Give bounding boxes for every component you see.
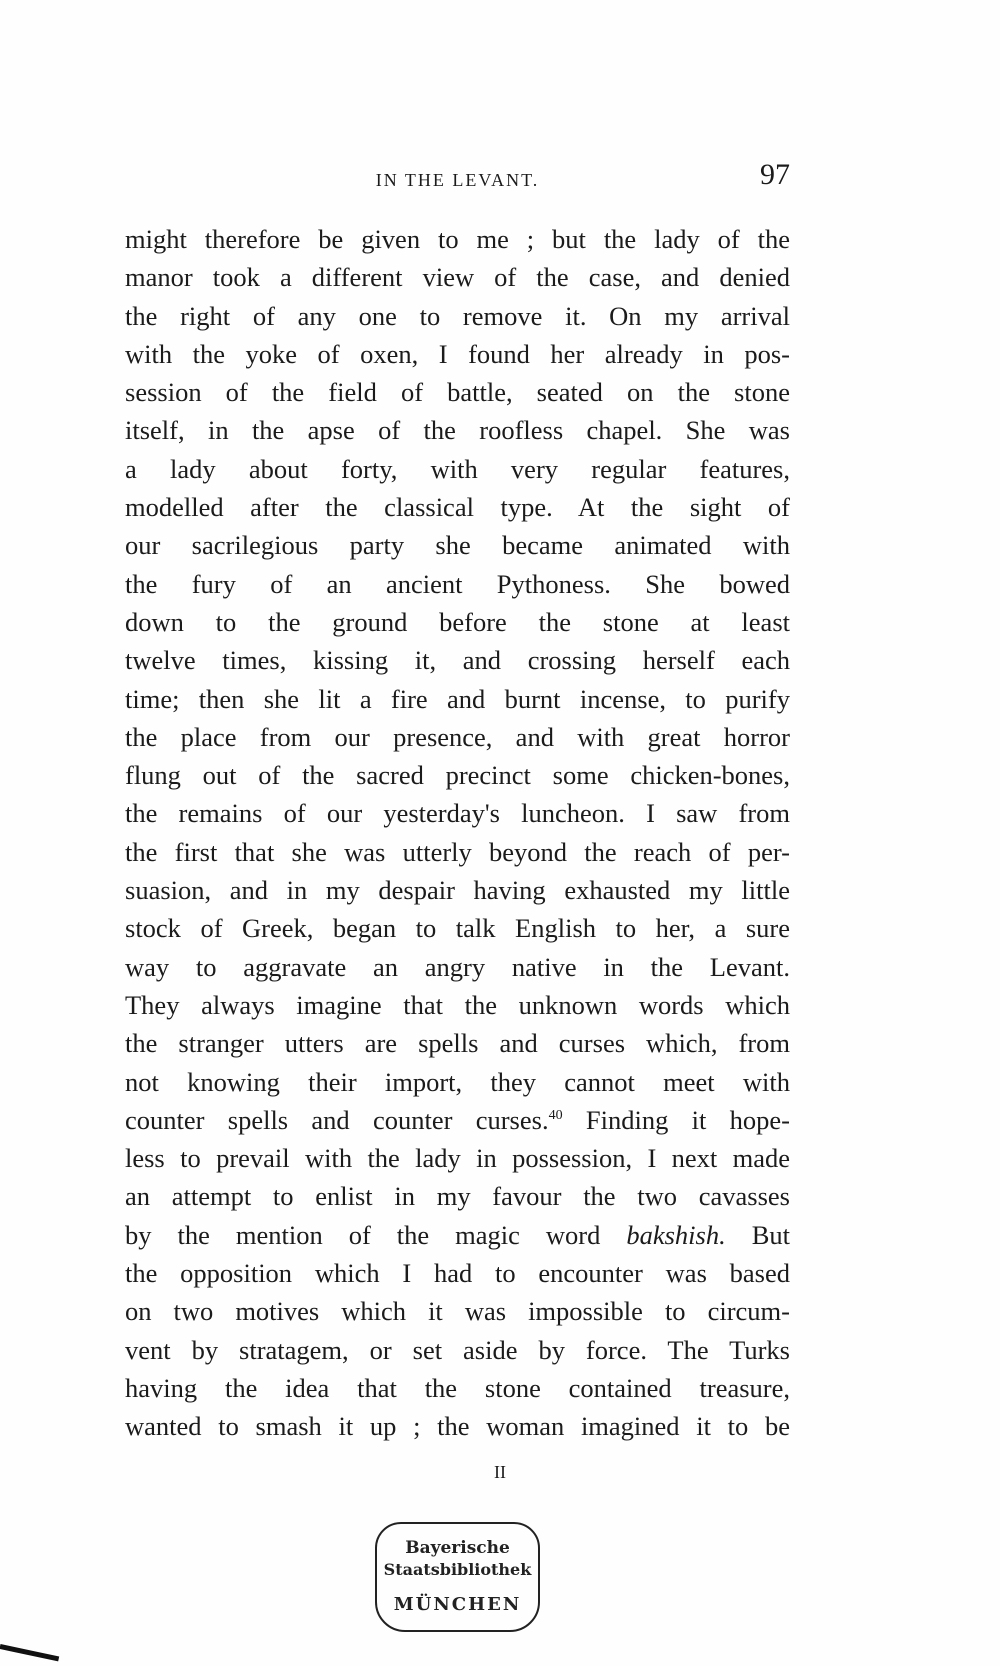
text-line-with-footnote bbox=[125, 1101, 790, 1139]
text-segment: But bbox=[725, 1219, 790, 1250]
text-line: itself, in the apse of the roofless chapel. She was bbox=[125, 415, 790, 446]
text-line: not knowing their import, they cannot meet with bbox=[125, 1066, 790, 1097]
text-line: the remains of our yesterday's luncheon. I saw from bbox=[125, 798, 790, 829]
text-segment: by the mention of the magic word bbox=[125, 1219, 627, 1250]
scan-edge-mark bbox=[0, 1644, 59, 1661]
text-line: flung out of the sacred precinct some chicken-bones, bbox=[125, 760, 790, 791]
text-line: wanted to smash it up ; the woman imagined it to be bbox=[125, 1411, 790, 1442]
text-line: way to aggravate an angry native in the Levant. bbox=[125, 951, 790, 982]
italic-word: bakshish. bbox=[626, 1219, 726, 1250]
text-line-with-italic bbox=[125, 1216, 790, 1254]
text-line: less to prevail with the lady in possession, I next made bbox=[125, 1143, 790, 1174]
text-line: a lady about forty, with very regular features, bbox=[125, 453, 790, 484]
signature-mark: II bbox=[494, 1462, 506, 1482]
stamp-line: MÜNCHEN bbox=[393, 1594, 522, 1615]
running-title: IN THE LEVANT. bbox=[375, 170, 540, 190]
text-line: twelve times, kissing it, and crossing herself each bbox=[125, 645, 790, 676]
text-line: the stranger utters are spells and curses which, from bbox=[125, 1028, 790, 1059]
page-number: 97 bbox=[760, 158, 790, 191]
text-line: the fury of an ancient Pythoness. She bowed bbox=[125, 568, 790, 599]
stamp-line: Bayerische bbox=[405, 1538, 510, 1558]
text-line: suasion, and in my despair having exhausted my little bbox=[125, 875, 790, 906]
text-line: the opposition which I had to encounter was based bbox=[125, 1258, 790, 1289]
text-line: on two motives which it was impossible to circum- bbox=[125, 1296, 790, 1327]
text-segment: Finding it hope- bbox=[562, 1104, 790, 1135]
stamp-line: Staatsbibliothek bbox=[383, 1560, 532, 1579]
text-line: down to the ground before the stone at least bbox=[125, 606, 790, 637]
footnote-reference: 40 bbox=[548, 1108, 563, 1123]
text-line: the right of any one to remove it. On my arrival bbox=[125, 300, 790, 331]
text-line: modelled after the classical type. At the sight of bbox=[125, 492, 790, 523]
text-line: They always imagine that the unknown words which bbox=[125, 989, 790, 1020]
text-line: the first that she was utterly beyond the reach of per- bbox=[125, 836, 790, 867]
text-line: manor took a different view of the case, and denied bbox=[125, 262, 790, 293]
text-line: stock of Greek, began to talk English to her, a sure bbox=[125, 913, 790, 944]
text-segment: counter spells and counter curses. bbox=[125, 1104, 549, 1135]
text-line: session of the field of battle, seated on the stone bbox=[125, 377, 790, 408]
text-line: vent by stratagem, or set aside by force. The Turks bbox=[125, 1334, 790, 1365]
library-stamp bbox=[375, 1522, 540, 1632]
text-line: might therefore be given to me ; but the lady of the bbox=[125, 224, 790, 254]
running-head bbox=[125, 158, 790, 198]
text-line: an attempt to enlist in my favour the two cavasses bbox=[125, 1181, 790, 1212]
text-line: our sacrilegious party she became animated with bbox=[125, 530, 790, 561]
text-line: having the idea that the stone contained treasure, bbox=[125, 1372, 790, 1403]
text-line: the place from our presence, and with great horror bbox=[125, 721, 790, 752]
text-line: with the yoke of oxen, I found her already in pos- bbox=[125, 338, 790, 369]
body-text bbox=[125, 220, 790, 1446]
text-line: time; then she lit a fire and burnt incense, to purify bbox=[125, 683, 790, 714]
